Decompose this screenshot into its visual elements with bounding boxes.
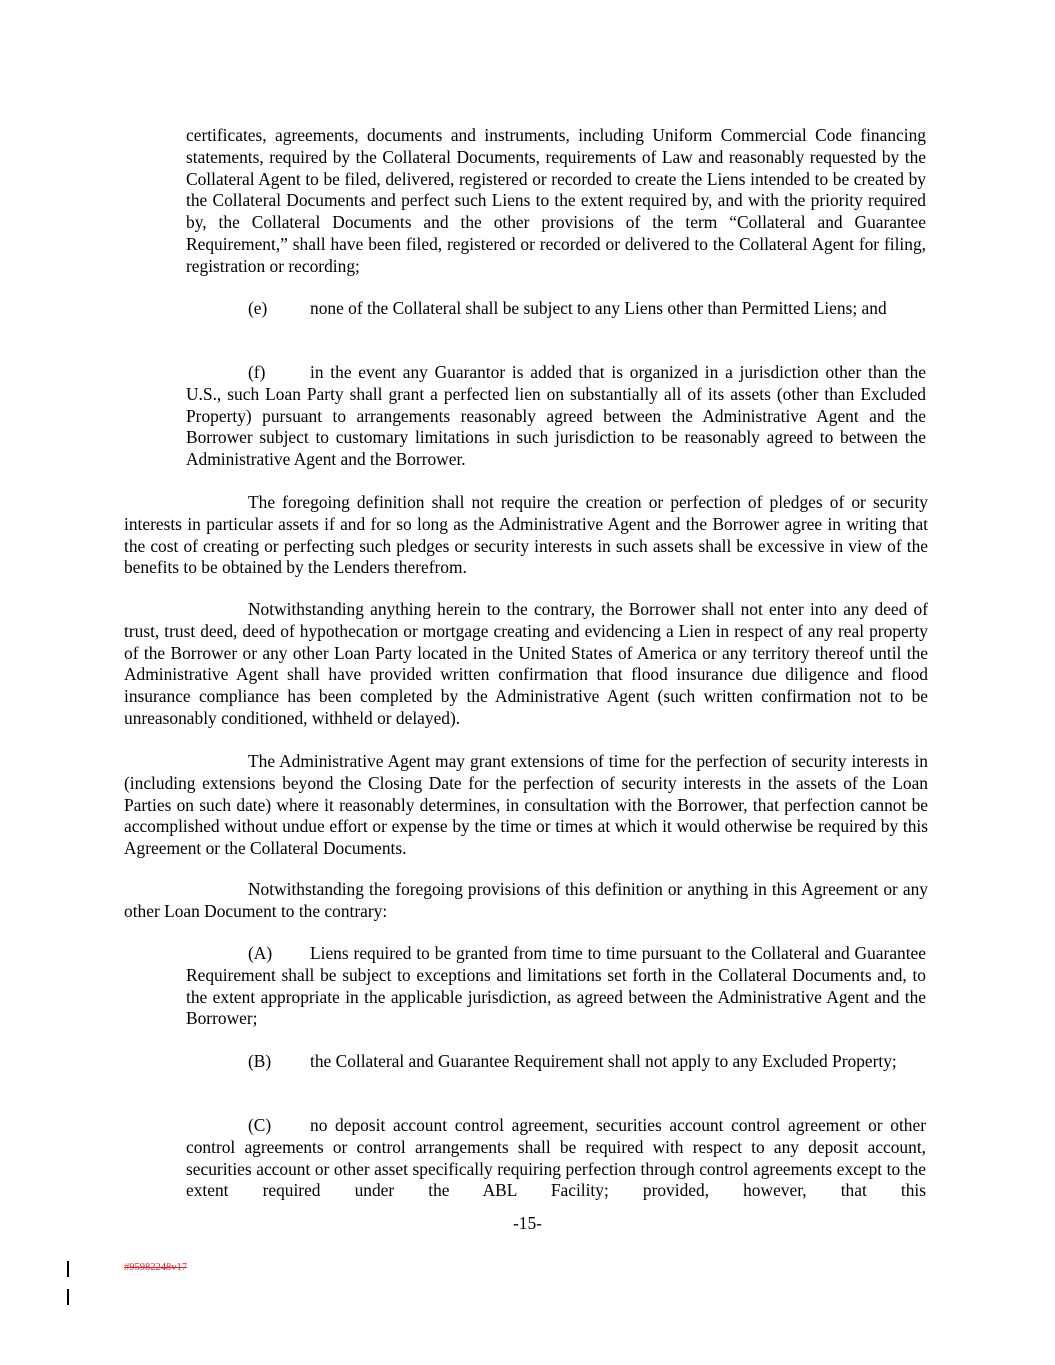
page-number: -15-: [513, 1213, 542, 1233]
change-bar: [67, 1289, 69, 1305]
clause-A: [186, 943, 926, 1030]
change-bar: [67, 1261, 69, 1277]
clause-B: [186, 1051, 926, 1073]
continued-paragraph: certificates, agreements, documents and instruments, including Uniform Commercial Code financing statements, required by the Collateral Documents, requirements of Law and reasonably requested by the Collateral Agent to be filed, delivered, registered or recorded to create the Liens intended to be created by the Collateral Documents and perfect such Liens to the extent required by, and with the priority required by, the Collateral Documents and the other provisions of the term “Collateral and Guarantee Requirement,” shall have been filed, registered or recorded or delivered to the Collateral Agent for filing, registration or recording;: [186, 125, 926, 276]
clause-text: the Collateral and Guarantee Requirement shall not apply to any Excluded Property;: [310, 1051, 897, 1071]
paragraph-notwithstanding: Notwithstanding the foregoing provisions of this definition or anything in this Agreement or any other Loan Document to the contrary:: [124, 879, 928, 921]
clause-label: (A): [248, 943, 273, 963]
clause-C: [186, 1115, 926, 1202]
clause-label: (f): [248, 362, 266, 382]
clause-text: in the event any Guarantor is added that is organized in a jurisdiction other than the U.S., such Loan Party shall grant a perfected lien on substantially all of its assets (other than Excluded Property) pursuant to arrangements reasonably agreed between the Administrative Agent and the Borrower subject to customary limitations in such jurisdiction to be reasonably agreed to between the Administrative Agent and the Borrower.: [186, 362, 926, 470]
clause-e: [186, 298, 926, 320]
clause-label: (C): [248, 1115, 272, 1135]
paragraph-extensions: The Administrative Agent may grant extensions of time for the perfection of security interests in (including extensions beyond the Closing Date for the perfection of security interests in the assets of the Loan Parties on such date) where it reasonably determines, in consultation with the Borrower, that perfection cannot be accomplished without undue effort or expense by the time or times at which it would otherwise be required by this Agreement or the Collateral Documents.: [124, 751, 928, 859]
clause-text: none of the Collateral shall be subject to any Liens other than Permitted Liens; and: [310, 298, 887, 318]
clause-text: Liens required to be granted from time to time pursuant to the Collateral and Guarantee Requirement shall be subject to exceptions and limitations set forth in the Collateral Documents and, to the extent appropriate in the applicable jurisdiction, as agreed between the Administrative Agent and the Borrower;: [186, 943, 926, 1029]
clause-f: [186, 362, 926, 471]
paragraph-foregoing-definition: The foregoing definition shall not require the creation or perfection of pledges of or security interests in particular assets if and for so long as the Administrative Agent and the Borrower agree in writing that the cost of creating or perfecting such pledges or security interests in such assets shall be excessive in view of the benefits to be obtained by the Lenders therefrom.: [124, 492, 928, 578]
clause-label: (B): [248, 1051, 272, 1071]
paragraph-flood-insurance: Notwithstanding anything herein to the contrary, the Borrower shall not enter into any deed of trust, trust deed, deed of hypothecation or mortgage creating and evidencing a Lien in respect of any real property of the Borrower or any other Loan Party located in the United States of America or any territory thereof until the Administrative Agent shall have provided written confirmation that flood insurance due diligence and flood insurance compliance has been completed by the Administrative Agent (such written confirmation not to be unreasonably conditioned, withheld or delayed).: [124, 599, 928, 728]
document-id: #95982248v17: [124, 1262, 187, 1273]
clause-text: no deposit account control agreement, securities account control agreement or other control agreements or control arrangements shall be required with respect to any deposit account, securities account or other asset specifically requiring perfection through control agreements except to the extent required under the ABL Facility; provided, however, that this: [186, 1115, 926, 1201]
clause-label: (e): [248, 298, 268, 318]
